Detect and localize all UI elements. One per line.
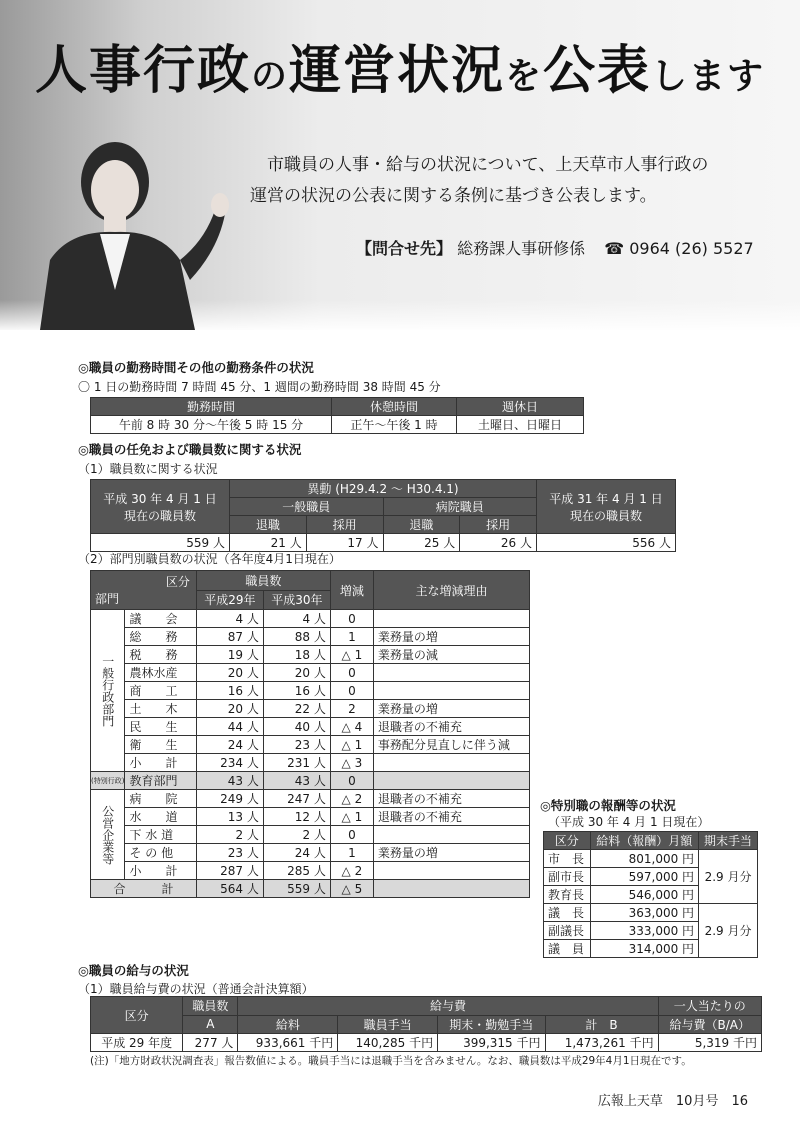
table-cell: 17 人 [306, 534, 383, 552]
table-cell: 559 人 [91, 534, 230, 552]
table-cell: 民 生 [125, 718, 196, 736]
table-cell: 農林水産 [125, 664, 196, 682]
table-cell [373, 880, 529, 898]
title-part: の [250, 56, 289, 97]
table-header: 一般職員 [230, 498, 384, 516]
table-cell: 平成 29 年度 [91, 1034, 183, 1052]
section-heading: ◎職員の給与の状況 [78, 963, 189, 978]
table-cell: 税 務 [125, 646, 196, 664]
title-part: 人事行政 [34, 41, 251, 101]
table-header: 期末・勤勉手当 [438, 1015, 545, 1034]
table-cell [373, 826, 529, 844]
table-cell: △ 3 [330, 754, 373, 772]
table-cell: 801,000 円 [590, 850, 699, 868]
table-header: 休憩時間 [332, 398, 457, 416]
page-title [0, 28, 800, 103]
page-footer: 広報上天草 10月号 16 [597, 1094, 748, 1109]
table-header: 採用 [460, 516, 537, 534]
special-pay-table [543, 831, 758, 958]
table-cell: 597,000 円 [590, 868, 699, 886]
table-cell: 231 人 [263, 754, 330, 772]
table-header: 平成30年 [263, 590, 330, 610]
table-cell: 20 人 [196, 664, 263, 682]
table-cell: 土曜日、日曜日 [457, 416, 584, 434]
table-cell: 399,315 千円 [438, 1034, 545, 1052]
group-label: 一般行政部門 [91, 610, 125, 772]
intro-text [250, 150, 790, 212]
table-header: 給料（報酬）月額 [590, 832, 699, 850]
table-cell: 16 人 [263, 682, 330, 700]
title-part: を [505, 56, 544, 97]
table-cell: 556 人 [537, 534, 676, 552]
table-cell: △ 2 [330, 790, 373, 808]
table-cell: 559 人 [263, 880, 330, 898]
table-cell: 業務量の増 [373, 628, 529, 646]
table-cell: 衛 生 [125, 736, 196, 754]
table-cell: 土 木 [125, 700, 196, 718]
table-cell: △ 5 [330, 880, 373, 898]
table-cell: 20 人 [263, 664, 330, 682]
salary-table [90, 996, 762, 1052]
table-cell: 4 人 [196, 610, 263, 628]
intro-line: 市職員の人事・給与の状況について、上天草市人事行政の [267, 155, 709, 175]
table-cell: 議 会 [125, 610, 196, 628]
table-header: 給与費 [238, 997, 658, 1016]
table-cell: 26 人 [460, 534, 537, 552]
table-cell: 43 人 [263, 772, 330, 790]
section-heading: ◎職員の勤務時間その他の勤務条件の状況 [78, 360, 314, 375]
table-cell: 21 人 [230, 534, 307, 552]
table-cell: 市 長 [544, 850, 591, 868]
table-cell: 564 人 [196, 880, 263, 898]
table-cell: 退職者の不補充 [373, 790, 529, 808]
table-cell: 24 人 [196, 736, 263, 754]
table-cell: 140,285 千円 [338, 1034, 438, 1052]
table-cell [373, 772, 529, 790]
table-cell: △ 2 [330, 862, 373, 880]
table-cell: 285 人 [263, 862, 330, 880]
table-cell: 2 [330, 700, 373, 718]
contact-label: 【問合せ先】 [356, 239, 453, 258]
table-cell: 44 人 [196, 718, 263, 736]
table-cell: 23 人 [196, 844, 263, 862]
table-cell [373, 754, 529, 772]
table-cell: 教育部門 [125, 772, 196, 790]
section-sub: （1）職員給与費の状況（普通会計決算額） [78, 982, 314, 996]
table-header: 平成 30 年 4 月 1 日 [103, 491, 217, 506]
table-header: A [183, 1015, 238, 1034]
table-header: 平成29年 [196, 590, 263, 610]
table-header: 部門 [95, 592, 120, 606]
title-part: 公表 [543, 41, 652, 101]
table-cell: 0 [330, 826, 373, 844]
table-cell: そ の 他 [125, 844, 196, 862]
table-cell [373, 682, 529, 700]
table-cell: 小 計 [125, 754, 196, 772]
table-cell: 18 人 [263, 646, 330, 664]
table-cell: 正午～午後 1 時 [332, 416, 457, 434]
contact-info [356, 236, 754, 259]
table-cell: 0 [330, 772, 373, 790]
table-cell: 下 水 道 [125, 826, 196, 844]
work-hours-table [90, 397, 584, 434]
table-cell: 87 人 [196, 628, 263, 646]
section-sub: （2）部門別職員数の状況（各年度4月1日現在） [78, 552, 341, 566]
section-sub: （1）職員数に関する状況 [78, 462, 218, 476]
table-cell: 副市長 [544, 868, 591, 886]
table-cell: 病 院 [125, 790, 196, 808]
table-cell: 0 [330, 682, 373, 700]
table-cell: △ 4 [330, 718, 373, 736]
table-header: 主な増減理由 [373, 571, 529, 610]
contact-phone: ☎ 0964 (26) 5527 [604, 239, 754, 258]
table-header: 職員数 [183, 997, 238, 1016]
table-cell: 24 人 [263, 844, 330, 862]
table-cell: 0 [330, 610, 373, 628]
table-cell: 副議長 [544, 922, 591, 940]
table-cell [373, 610, 529, 628]
table-cell: 277 人 [183, 1034, 238, 1052]
table-cell: 0 [330, 664, 373, 682]
table-header: 病院職員 [383, 498, 537, 516]
table-cell: 13 人 [196, 808, 263, 826]
table-cell: 2.9 月分 [699, 850, 758, 904]
table-cell: 1 [330, 844, 373, 862]
table-cell: 249 人 [196, 790, 263, 808]
table-cell: 933,661 千円 [238, 1034, 338, 1052]
table-cell: 40 人 [263, 718, 330, 736]
table-cell: 業務量の減 [373, 646, 529, 664]
table-cell: 2 人 [263, 826, 330, 844]
table-cell: 合 計 [91, 880, 197, 898]
table-cell: 小 計 [125, 862, 196, 880]
table-cell: 教育長 [544, 886, 591, 904]
table-header: 期末手当 [699, 832, 758, 850]
table-header: 職員手当 [338, 1015, 438, 1034]
table-cell: 314,000 円 [590, 940, 699, 958]
table-cell: 16 人 [196, 682, 263, 700]
table-header: 退職 [230, 516, 307, 534]
table-cell: 1 [330, 628, 373, 646]
table-cell: 234 人 [196, 754, 263, 772]
table-header: 区分 [91, 997, 183, 1034]
staff-count-table [90, 479, 676, 552]
table-header: 現在の職員数 [569, 508, 642, 523]
section-note: （平成 30 年 4 月 1 日現在） [548, 815, 710, 829]
table-header: 一人当たりの [658, 997, 761, 1016]
table-cell: 水 道 [125, 808, 196, 826]
table-header: 採用 [306, 516, 383, 534]
table-cell [373, 862, 529, 880]
footnote: (注)「地方財政状況調査表」報告数値による。職員手当には退職手当を含みません。なお、職員数は平成29年4月1日現在です。 [90, 1055, 692, 1067]
table-cell: 247 人 [263, 790, 330, 808]
table-cell: 5,319 千円 [658, 1034, 761, 1052]
table-cell: 4 人 [263, 610, 330, 628]
table-cell: 退職者の不補充 [373, 808, 529, 826]
section-heading: ◎職員の任免および職員数に関する状況 [78, 442, 302, 457]
intro-line: 運営の状況の公表に関する条例に基づき公表します。 [250, 186, 657, 206]
table-cell: 19 人 [196, 646, 263, 664]
table-cell: 88 人 [263, 628, 330, 646]
table-cell: 業務量の増 [373, 700, 529, 718]
table-header: 平成 31 年 4 月 1 日 [549, 491, 663, 506]
table-cell: 退職者の不補充 [373, 718, 529, 736]
table-cell: 23 人 [263, 736, 330, 754]
table-cell [373, 664, 529, 682]
table-header: 退職 [383, 516, 460, 534]
table-header: 給与費（B/A） [658, 1015, 761, 1034]
table-header: 区分 [544, 832, 591, 850]
section-heading: ◎特別職の報酬等の状況 [540, 798, 676, 813]
table-header: 給料 [238, 1015, 338, 1034]
table-header: 区分 [165, 575, 190, 589]
table-cell: 546,000 円 [590, 886, 699, 904]
title-part: 運営状況 [288, 41, 505, 101]
table-header: 現在の職員数 [123, 508, 196, 523]
table-cell: 43 人 [196, 772, 263, 790]
table-cell: 業務量の増 [373, 844, 529, 862]
table-cell: △ 1 [330, 808, 373, 826]
table-cell: 333,000 円 [590, 922, 699, 940]
dept-staff-table [90, 570, 530, 898]
presenter-photo [30, 110, 230, 330]
table-cell: 午前 8 時 30 分～午後 5 時 15 分 [91, 416, 332, 434]
table-cell: 363,000 円 [590, 904, 699, 922]
table-cell: 22 人 [263, 700, 330, 718]
table-header: 計 B [545, 1015, 658, 1034]
table-cell: 議 員 [544, 940, 591, 958]
table-header: 増減 [330, 571, 373, 610]
table-header: 勤務時間 [91, 398, 332, 416]
group-label: (特別行政) [91, 772, 125, 790]
table-header: 異動 (H29.4.2 ～ H30.4.1) [230, 480, 537, 498]
table-header: 週休日 [457, 398, 584, 416]
table-cell: 事務配分見直しに伴う減 [373, 736, 529, 754]
table-cell: 287 人 [196, 862, 263, 880]
table-header: 職員数 [196, 571, 330, 591]
contact-dept: 総務課人事研修係 [457, 239, 586, 258]
table-cell: 議 長 [544, 904, 591, 922]
table-cell: △ 1 [330, 736, 373, 754]
title-part: します [651, 56, 766, 97]
table-cell: 1,473,261 千円 [545, 1034, 658, 1052]
table-cell: 2 人 [196, 826, 263, 844]
table-cell: 25 人 [383, 534, 460, 552]
table-cell: 2.9 月分 [699, 904, 758, 958]
section-note: 〇 1 日の勤務時間 7 時間 45 分、1 週間の勤務時間 38 時間 45 分 [78, 380, 441, 394]
table-cell: 20 人 [196, 700, 263, 718]
table-cell: 総 務 [125, 628, 196, 646]
table-cell: 12 人 [263, 808, 330, 826]
table-cell: 商 工 [125, 682, 196, 700]
group-label: 公営企業等 [91, 790, 125, 880]
table-cell: △ 1 [330, 646, 373, 664]
